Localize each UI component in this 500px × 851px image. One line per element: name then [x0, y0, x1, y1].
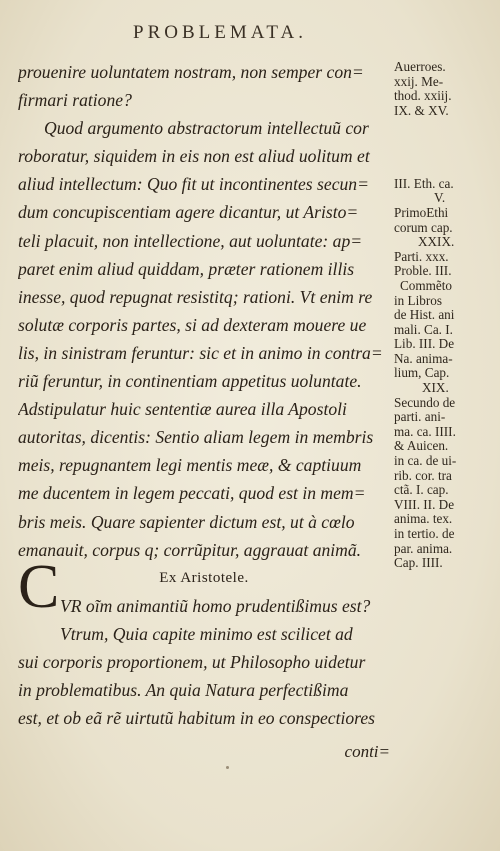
text-line: firmari ratione?	[18, 90, 132, 111]
margin-notes	[394, 60, 494, 571]
text-line: Quod argumento abstractorum intellectuũ cor	[44, 118, 369, 139]
margin-note: Auerroes.	[394, 60, 446, 74]
text-line: VR oĩm animantiũ homo prudentißimus est?	[60, 595, 371, 616]
text-line: meis, repugnantem legi mentis meæ, & captiuum	[18, 455, 362, 476]
margin-note: xxij. Me-	[394, 74, 444, 89]
text-line: roboratur, siquidem in eis non est aliud uolitum et	[18, 146, 370, 167]
catchword: conti=	[344, 742, 390, 761]
text-line: paret enim aliud quiddam, præter rationem illis	[18, 258, 355, 279]
running-title: PROBLEMATA.	[133, 22, 307, 43]
margin-note: III. Eth. ca.	[394, 176, 454, 191]
text-line: teli placuit, non intellectione, aut uoluntate: ap=	[18, 230, 363, 251]
margin-note: Secundo de	[394, 395, 456, 410]
margin-note: V.	[434, 191, 446, 206]
text-line: inesse, quod repugnat resistitq; rationi. Vt enim re	[18, 286, 373, 307]
text-line: Vtrum, Quia capite minimo est scilicet ad	[60, 623, 353, 644]
text-line: lis, in sinistram feruntur: sic et in animo in contra=	[18, 342, 383, 363]
margin-note: & Auicen.	[394, 439, 449, 454]
margin-note: Cap. IIII.	[394, 556, 443, 571]
margin-note: mali. Ca. I.	[394, 322, 453, 337]
text-line: in problematibus. An quia Natura perfectißima	[18, 680, 349, 701]
margin-note: ma. ca. IIII.	[394, 424, 456, 439]
text-line: est, et ob eã rẽ uirtutũ habitum in eo conspectiores	[18, 708, 376, 729]
margin-note: Lib. III. De	[394, 337, 455, 352]
text-line: me ducentem in legem peccati, quod est in mem=	[18, 483, 366, 504]
margin-note: de Hist. ani	[394, 308, 455, 323]
text-line: bris meis. Quare sapienter dictum est, ut à cœlo	[18, 511, 355, 532]
margin-note	[394, 133, 494, 148]
drop-capital: C	[18, 553, 60, 621]
main-text-column	[18, 58, 390, 732]
margin-note	[394, 118, 494, 133]
margin-note: VIII. II. De	[394, 497, 455, 512]
section-heading: Ex Aristotele.	[159, 569, 249, 586]
margin-note	[394, 148, 494, 163]
margin-note: XIX.	[422, 381, 449, 396]
text-line: autoritas, dicentis: Sentio aliam legem in membris	[18, 427, 374, 448]
text-line: riũ feruntur, in continentiam appetitus uoluntate.	[18, 371, 362, 392]
margin-note: Proble. III.	[394, 264, 452, 279]
margin-note: rib. cor. tra	[394, 468, 452, 483]
margin-note: XXIX.	[418, 235, 455, 250]
margin-note: in Libros	[394, 293, 442, 308]
paper-speck	[226, 766, 229, 769]
text-line: dum concupiscentiam agere dicantur, ut Aristo=	[18, 202, 359, 223]
text-line: solutæ corporis partes, si ad dexteram mouere ue	[18, 314, 367, 335]
margin-note: ctã. I. cap.	[394, 483, 449, 498]
margin-note: Parti. xxx.	[394, 249, 449, 264]
margin-note: anima. tex.	[394, 512, 453, 527]
text-line: aliud intellectum: Quo fit ut incontinentes secun=	[18, 174, 369, 195]
margin-note: in tertio. de	[394, 527, 455, 541]
text-line: sui corporis proportionem, ut Philosopho uidetur	[18, 651, 366, 672]
margin-note: Na. anima-	[394, 351, 453, 366]
margin-note: thod. xxiij.	[394, 89, 452, 104]
text-line: emanauit, corpus q; corrũpitur, aggrauat animã.	[18, 539, 362, 560]
text-line: Adstipulatur huic sententiæ aurea illa Apostoli	[18, 399, 347, 420]
margin-note: Commẽto	[400, 278, 453, 293]
margin-note: lium, Cap.	[394, 366, 450, 381]
margin-note: par. anima.	[394, 541, 453, 556]
margin-note: corum cap.	[394, 220, 453, 235]
text-line: prouenire uoluntatem nostram, non semper con=	[18, 62, 364, 82]
margin-note: in ca. de ui-	[394, 454, 457, 469]
margin-note	[394, 162, 494, 177]
margin-note: IX. & XV.	[394, 103, 449, 118]
margin-note: PrimoEthi	[394, 205, 449, 220]
margin-note: parti. ani-	[394, 410, 446, 425]
